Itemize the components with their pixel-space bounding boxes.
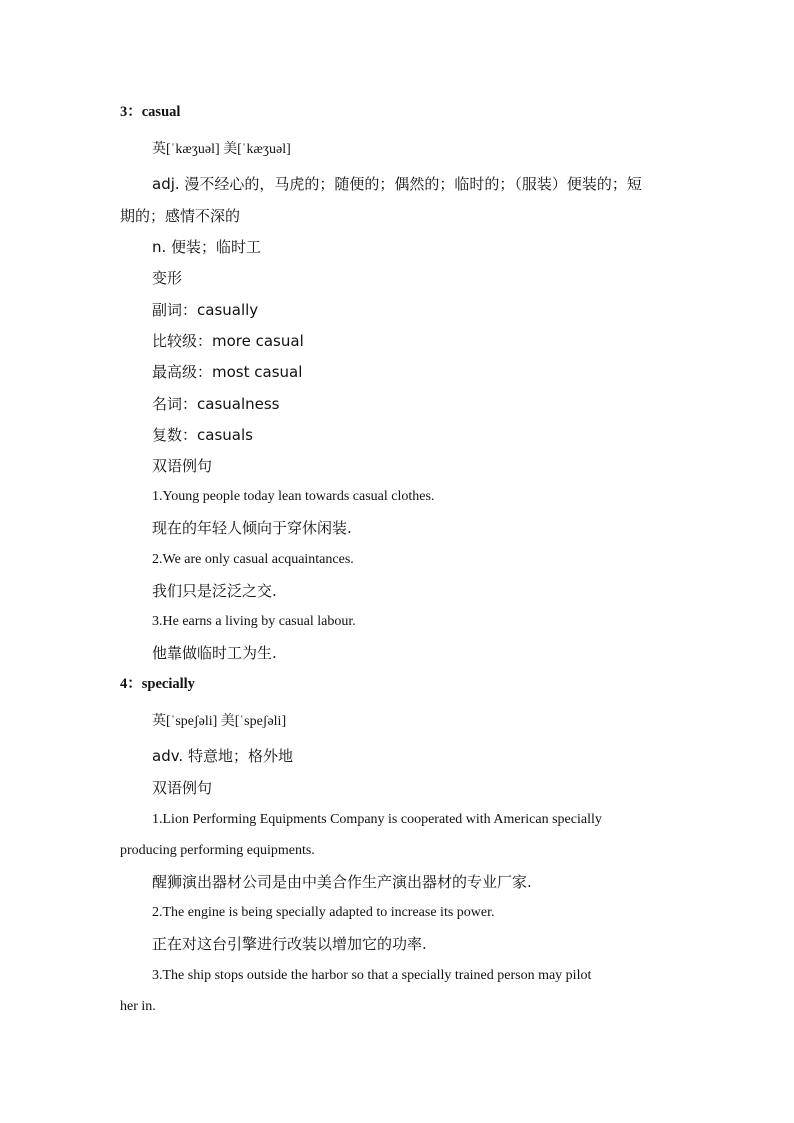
definition-n-casual: n. 便装；临时工 <box>152 238 262 256</box>
example-en-1-specially: 1.Lion Performing Equipments Company is cooperated with American specially <box>152 812 602 827</box>
form-noun: 名词：casualness <box>152 395 280 413</box>
example-en-1-specially-cont: producing performing equipments. <box>120 843 315 858</box>
example-en-2-casual: 2.We are only casual acquaintances. <box>152 552 354 567</box>
definition-adv-specially: adv. 特意地；格外地 <box>152 747 293 765</box>
example-cn-1-specially: 醒狮演出器材公司是由中美合作生产演出器材的专业厂家. <box>152 873 532 891</box>
entry-heading-casual: 3：casual <box>120 104 181 120</box>
definition-adj-casual-cont: 期的；感情不深的 <box>120 207 241 225</box>
example-en-3-casual: 3.He earns a living by casual labour. <box>152 614 356 629</box>
form-superlative: 最高级：most casual <box>152 363 303 381</box>
example-en-3-specially-cont: her in. <box>120 999 156 1014</box>
example-en-1-casual: 1.Young people today lean towards casual clothes. <box>152 489 435 504</box>
example-cn-3-casual: 他靠做临时工为生. <box>152 644 277 662</box>
example-cn-2-specially: 正在对这台引擎进行改装以增加它的功率. <box>152 935 427 953</box>
form-plural: 复数：casuals <box>152 426 253 444</box>
phonetic-specially: 英[ˈspeʃəli] 美[ˈspeʃəli] <box>152 714 287 729</box>
phonetic-casual: 英[ˈkæʒuəl] 美[ˈkæʒuəl] <box>152 142 291 157</box>
example-en-3-specially: 3.The ship stops outside the harbor so that a specially trained person may pilot <box>152 968 592 983</box>
example-cn-2-casual: 我们只是泛泛之交. <box>152 582 277 600</box>
examples-title-casual: 双语例句 <box>152 457 213 475</box>
example-cn-1-casual: 现在的年轻人倾向于穿休闲装. <box>152 519 352 537</box>
entry-heading-specially: 4：specially <box>120 676 195 692</box>
forms-title: 变形 <box>152 269 183 287</box>
form-comparative: 比较级：more casual <box>152 332 304 350</box>
form-adverb: 副词：casually <box>152 301 259 319</box>
definition-adj-casual: adj. 漫不经心的，马虎的；随便的；偶然的；临时的；（服装）便装的；短 <box>152 175 642 193</box>
example-en-2-specially: 2.The engine is being specially adapted to increase its power. <box>152 905 495 920</box>
examples-title-specially: 双语例句 <box>152 779 213 797</box>
